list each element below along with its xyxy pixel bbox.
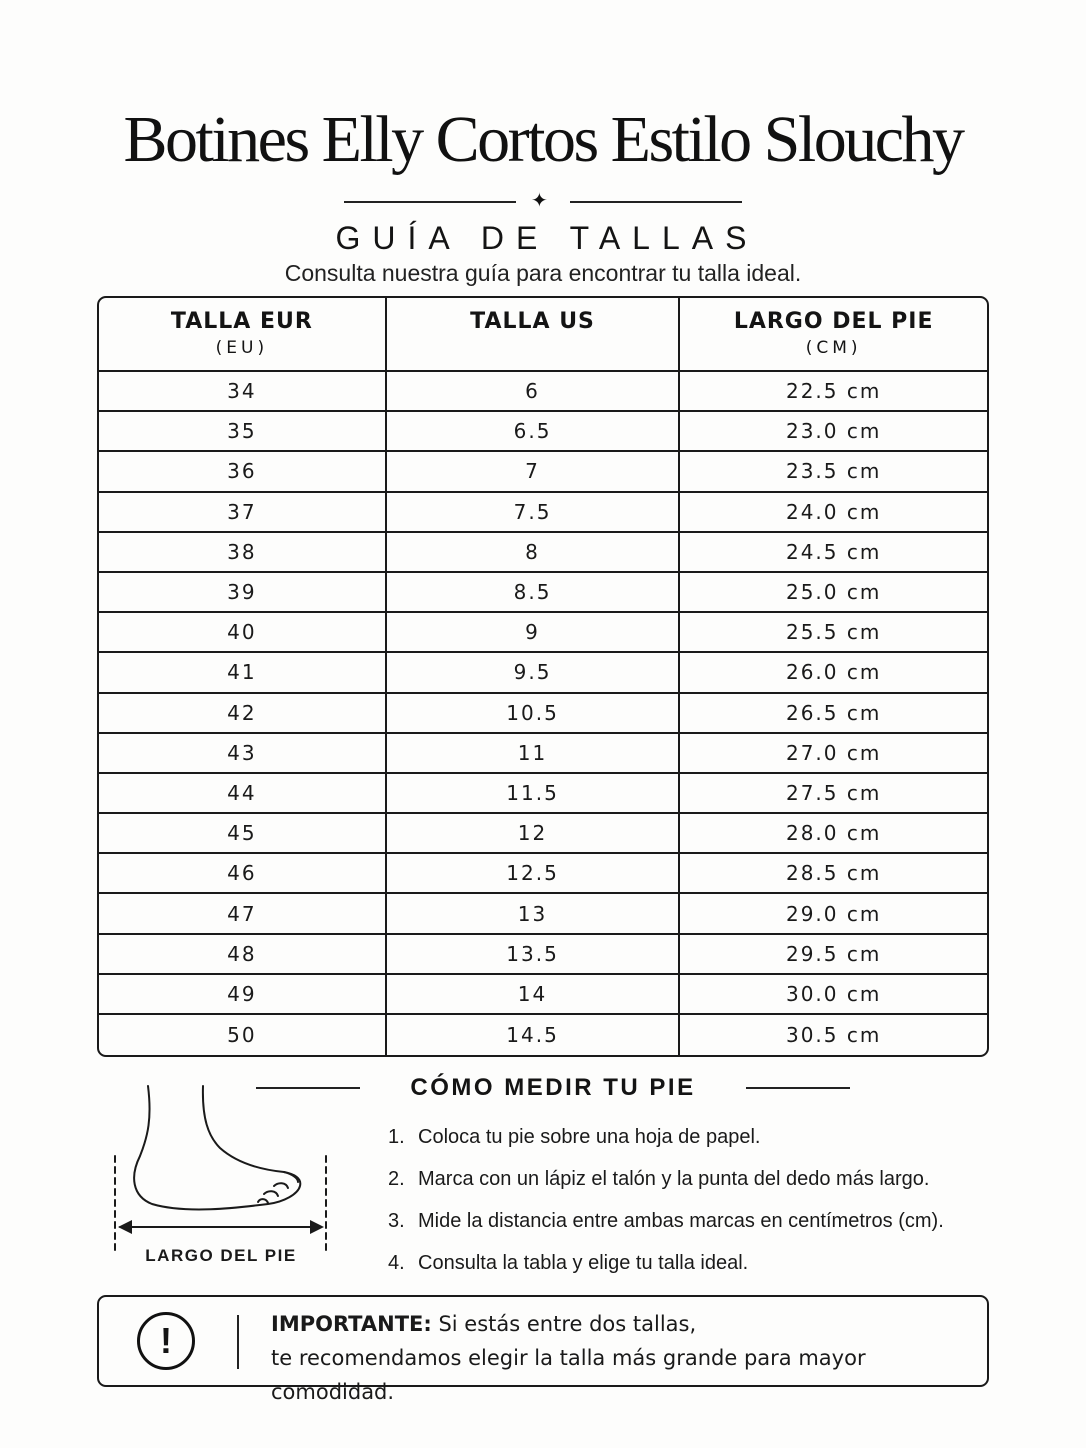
cell-eur-size: 43: [99, 734, 387, 774]
foot-length-label: LARGO DEL PIE: [145, 1246, 297, 1265]
step-item: [388, 1204, 944, 1246]
cell-eur-size: 45: [99, 814, 387, 854]
table-body: [99, 372, 987, 1055]
step-text: Marca con un lápiz el talón y la punta del dedo más largo.: [418, 1168, 930, 1190]
cell-us-size: 8: [387, 533, 681, 573]
table-row: [99, 533, 987, 573]
notice-label: IMPORTANTE:: [271, 1312, 432, 1336]
cell-eur-size: 37: [99, 493, 387, 533]
step-number: 1.: [388, 1126, 405, 1148]
cell-us-size: 12.5: [387, 854, 681, 894]
table-row: [99, 573, 987, 613]
cell-foot-length: 30.5 cm: [785, 1023, 882, 1048]
header-label: TALLA US: [470, 309, 595, 334]
page-title: Botines Elly Cortos Estilo Slouchy: [123, 103, 963, 176]
step-item: [388, 1162, 944, 1204]
cell-eur-size: 48: [99, 935, 387, 975]
table-row: [99, 653, 987, 693]
cell-us-size: 9: [387, 613, 681, 653]
important-notice: [97, 1295, 989, 1404]
table-row: [99, 1015, 987, 1055]
cell-us-size: 9.5: [387, 653, 681, 693]
cell-foot-length: 26.5 cm: [680, 694, 987, 734]
cell-eur-size: 36: [99, 452, 387, 492]
table-row: [99, 814, 987, 854]
table-row: [99, 372, 987, 412]
cell-foot-length: 28.0 cm: [680, 814, 987, 854]
notice-line-1: Si estás entre dos tallas,: [431, 1312, 697, 1336]
step-number: 4.: [388, 1252, 405, 1274]
table-row: [99, 854, 987, 894]
header-eur: [99, 298, 387, 372]
table-row: [99, 734, 987, 774]
cell-foot-length: 23.0 cm: [680, 412, 987, 452]
notice-separator: [237, 1315, 239, 1369]
cell-us-size: 7.5: [387, 493, 681, 533]
heading-line-right: [746, 1087, 850, 1089]
table-row: [99, 975, 987, 1015]
table-row: [99, 493, 987, 533]
header-us: [387, 298, 681, 372]
cell-us-size: 8.5: [387, 573, 681, 613]
table-row: [99, 412, 987, 452]
table-header-row: [99, 298, 987, 372]
cell-eur-size: 41: [99, 653, 387, 693]
cell-eur-size: 38: [99, 533, 387, 573]
cell-foot-length: 28.5 cm: [680, 854, 987, 894]
cell-foot-length: 22.5 cm: [680, 372, 987, 412]
step-text: Consulta la tabla y elige tu talla ideal.: [418, 1252, 749, 1274]
step-number: 3.: [388, 1210, 405, 1232]
howto-title: CÓMO MEDIR TU PIE: [410, 1074, 696, 1101]
cell-us-size: 6: [387, 372, 681, 412]
table-row: [99, 613, 987, 653]
cell-us-size: 12: [387, 814, 681, 854]
cell-eur-size: 39: [99, 573, 387, 613]
step-number: 2.: [388, 1168, 405, 1190]
cell-eur-size: 42: [99, 694, 387, 734]
notice-line-2: te recomendamos elegir la talla más grande para mayor comodidad.: [271, 1346, 866, 1404]
header-foot-length: [680, 298, 987, 372]
cell-foot-length: 23.5 cm: [680, 452, 987, 492]
table-row: [99, 774, 987, 814]
foot-illustration: [108, 1078, 334, 1268]
header-unit: (CM): [805, 338, 862, 358]
cell-foot-length: 25.5 cm: [680, 613, 987, 653]
cell-foot-length: 27.5 cm: [680, 774, 987, 814]
cell-foot-length: 29.0 cm: [680, 894, 987, 934]
header-unit: (EU): [215, 338, 269, 358]
cell-foot-length: 26.0 cm: [680, 653, 987, 693]
howto-heading: [256, 1072, 850, 1106]
cell-eur-size: 34: [99, 372, 387, 412]
cell-us-size: 10.5: [387, 694, 681, 734]
cell-eur-size: 47: [99, 894, 387, 934]
table-row: [99, 694, 987, 734]
cell-eur-size: 44: [99, 774, 387, 814]
exclamation-circle-icon: !: [137, 1312, 195, 1370]
cell-foot-length: 27.0 cm: [680, 734, 987, 774]
header-label: TALLA EUR: [170, 309, 313, 334]
divider-line-right: [570, 201, 742, 203]
table-row: [99, 452, 987, 492]
cell-us-size: 11: [387, 734, 681, 774]
table-row: [99, 935, 987, 975]
cell-eur-size: 49: [99, 975, 387, 1015]
cell-us-size: 14: [387, 975, 681, 1015]
section-subtitle: GUÍA DE TALLAS: [335, 220, 759, 256]
step-item: [388, 1120, 944, 1162]
cell-foot-length: 24.0 cm: [680, 493, 987, 533]
step-text: Mide la distancia entre ambas marcas en centímetros (cm).: [418, 1210, 944, 1232]
tagline: Consulta nuestra guía para encontrar tu talla ideal.: [284, 260, 802, 286]
divider-line-left: [344, 201, 516, 203]
cell-eur-size: 50: [99, 1015, 387, 1055]
step-text: Coloca tu pie sobre una hoja de papel.: [418, 1126, 761, 1148]
cell-foot-length: 29.5 cm: [680, 935, 987, 975]
cell-eur-size: 46: [99, 854, 387, 894]
notice-text: [271, 1307, 987, 1409]
header-label: LARGO DEL PIE: [733, 309, 934, 334]
size-table: [97, 296, 989, 1057]
ornament-divider: [344, 192, 742, 212]
cell-us-size: 13: [387, 894, 681, 934]
cell-foot-length: 24.5 cm: [680, 533, 987, 573]
cell-foot-length: 25.0 cm: [680, 573, 987, 613]
cell-us-size: 6.5: [387, 412, 681, 452]
cell-us-size: 14.5: [387, 1015, 681, 1055]
sparkle-icon: ✦: [531, 190, 548, 212]
cell-eur-size: 40: [99, 613, 387, 653]
cell-us-size: 11.5: [387, 774, 681, 814]
cell-foot-length: 30.0 cm: [680, 975, 987, 1015]
cell-eur-size: 35: [99, 412, 387, 452]
cell-us-size: 7: [387, 452, 681, 492]
step-item: [388, 1246, 944, 1288]
table-row: [99, 894, 987, 934]
measure-steps: [388, 1120, 944, 1288]
cell-us-size: 13.5: [387, 935, 681, 975]
